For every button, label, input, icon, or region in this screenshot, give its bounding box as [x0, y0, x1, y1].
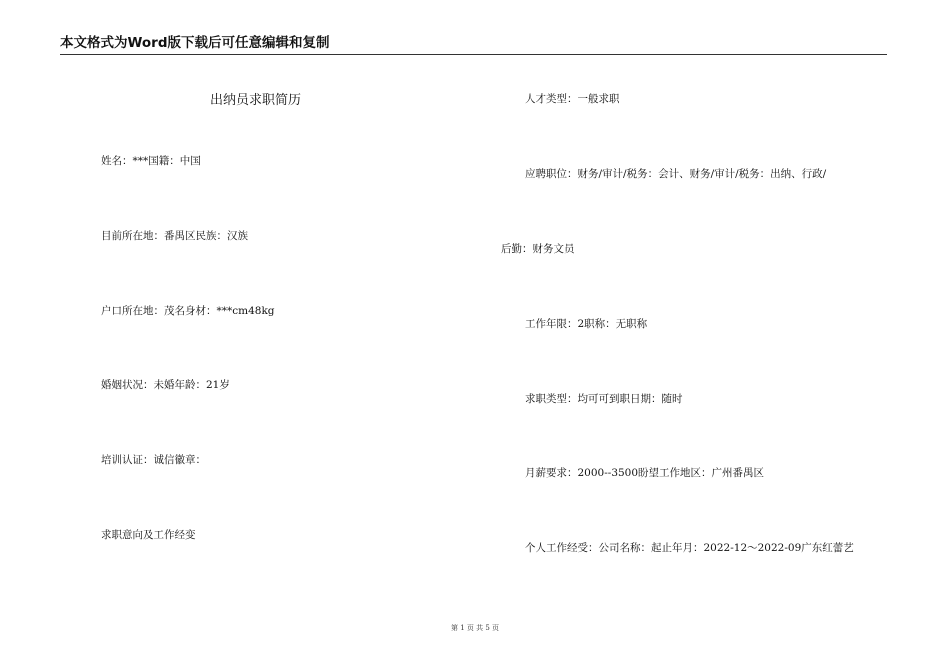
right-line-applied-position-cont: 后勤：财务文员 [501, 243, 575, 255]
right-line-work-experience: 个人工作经受：公司名称：起止年月：2022-12～2022-09广东红蕾艺 [525, 542, 854, 554]
left-line-name-nationality: 姓名：***国籍：中国 [101, 155, 201, 167]
right-line-applied-position: 应聘职位：财务/审计/税务：会计、财务/审计/税务：出纳、行政/ [525, 168, 827, 180]
page-header [60, 34, 887, 55]
left-line-marital-age: 婚姻状况：未婚年龄：21岁 [101, 379, 230, 391]
right-line-work-years: 工作年限：2职称：无职称 [525, 318, 648, 330]
right-line-job-type: 求职类型：均可可到职日期：随时 [525, 393, 683, 405]
document-title: 出纳员求职简历 [210, 93, 302, 108]
page-footer: 第 1 页 共 5 页 [450, 624, 500, 632]
left-line-training-certification: 培训认证：诚信徽章： [101, 454, 206, 466]
right-line-salary-area: 月薪要求：2000--3500盼望工作地区：广州番禺区 [525, 467, 765, 479]
header-text: 本文格式为Word版下载后可任意编辑和复制 [60, 35, 330, 51]
right-line-talent-type: 人才类型：一般求职 [525, 93, 620, 105]
left-line-location-ethnicity: 目前所在地：番禺区民族：汉族 [101, 230, 248, 242]
left-line-hukou-stature: 户口所在地：茂名身材：***cm48kg [101, 305, 275, 317]
left-line-job-intention-heading: 求职意向及工作经变 [101, 529, 196, 541]
